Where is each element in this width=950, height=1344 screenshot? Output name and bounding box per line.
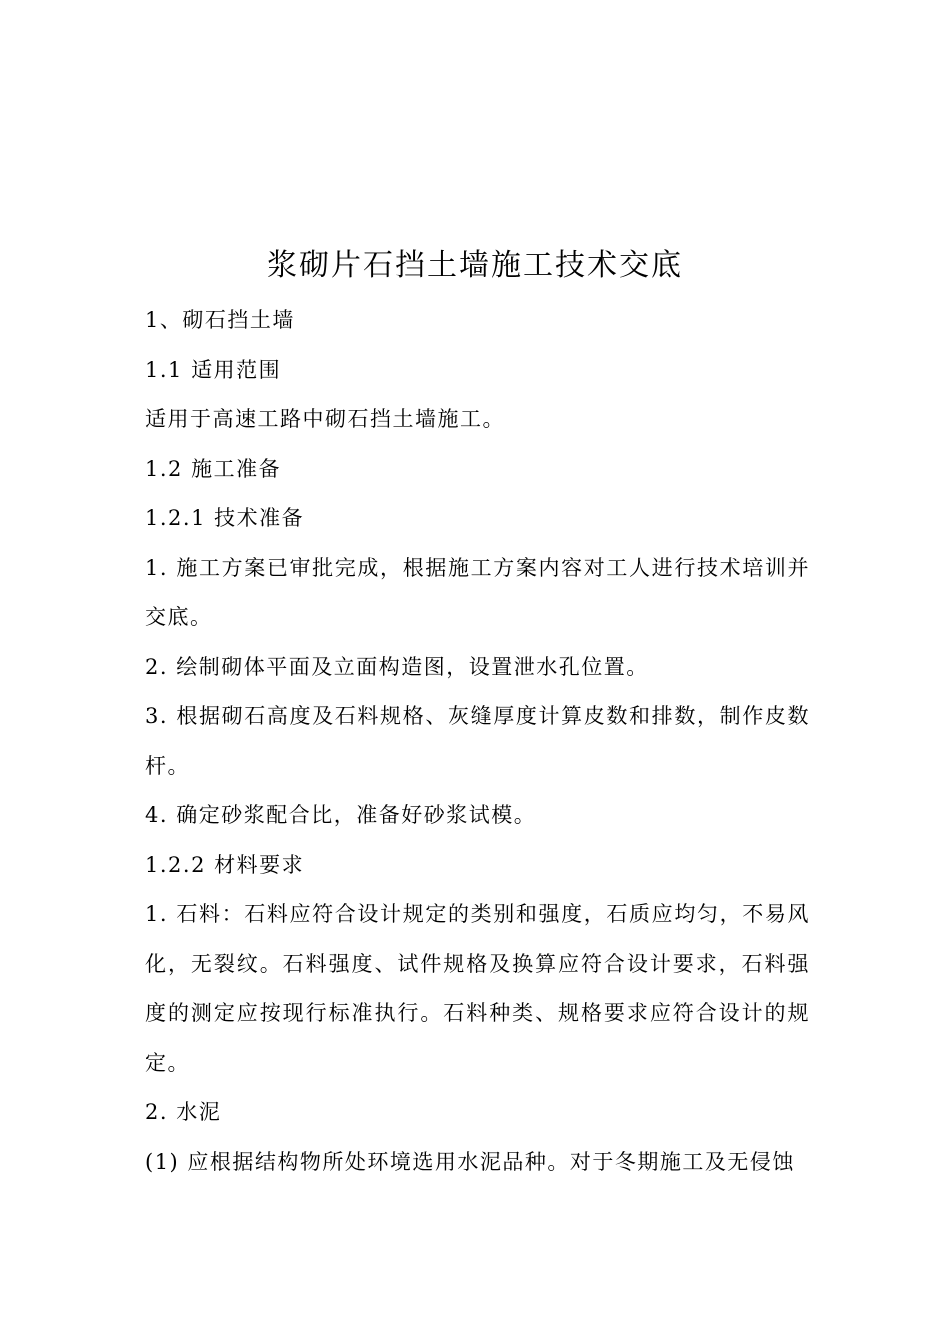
paragraph-scope: 适用于高速工路中砌石挡土墙施工。 — [145, 407, 505, 431]
list-item-4: 4. 确定砂浆配合比，准备好砂浆试模。 — [145, 803, 537, 827]
document-body — [145, 296, 810, 1187]
subsection-heading-1-2-1: 1.2.1 技术准备 — [145, 506, 305, 530]
document-title: 浆砌片石挡土墙施工技术交底 — [267, 248, 683, 283]
cement-subitem-1: (1) 应根据结构物所处环境选用水泥品种。对于冬期施工及无侵蚀 — [145, 1149, 795, 1174]
list-item-1: 1. 施工方案已审批完成，根据施工方案内容对工人进行技术培训并交底。 — [145, 555, 810, 629]
subsection-heading-1-1: 1.1 适用范围 — [145, 357, 282, 382]
material-item-cement: 2. 水泥 — [145, 1100, 222, 1124]
subsection-heading-1-2-2: 1.2.2 材料要求 — [145, 852, 305, 877]
material-item-stone: 1. 石料：石料应符合设计规定的类别和强度，石质应均匀，不易风化，无裂纹。石料强度、试件规格及换算应符合设计要求，石料强度的测定应按现行标准执行。石料种类、规格要求应符合设计的规定。 — [145, 902, 810, 1075]
list-item-2: 2. 绘制砌体平面及立面构造图，设置泄水孔位置。 — [145, 654, 649, 679]
section-heading-1: 1、砌石挡土墙 — [145, 308, 295, 332]
list-item-3: 3. 根据砌石高度及石料规格、灰缝厚度计算皮数和排数，制作皮数杆。 — [145, 704, 810, 778]
subsection-heading-1-2: 1.2 施工准备 — [145, 456, 282, 481]
